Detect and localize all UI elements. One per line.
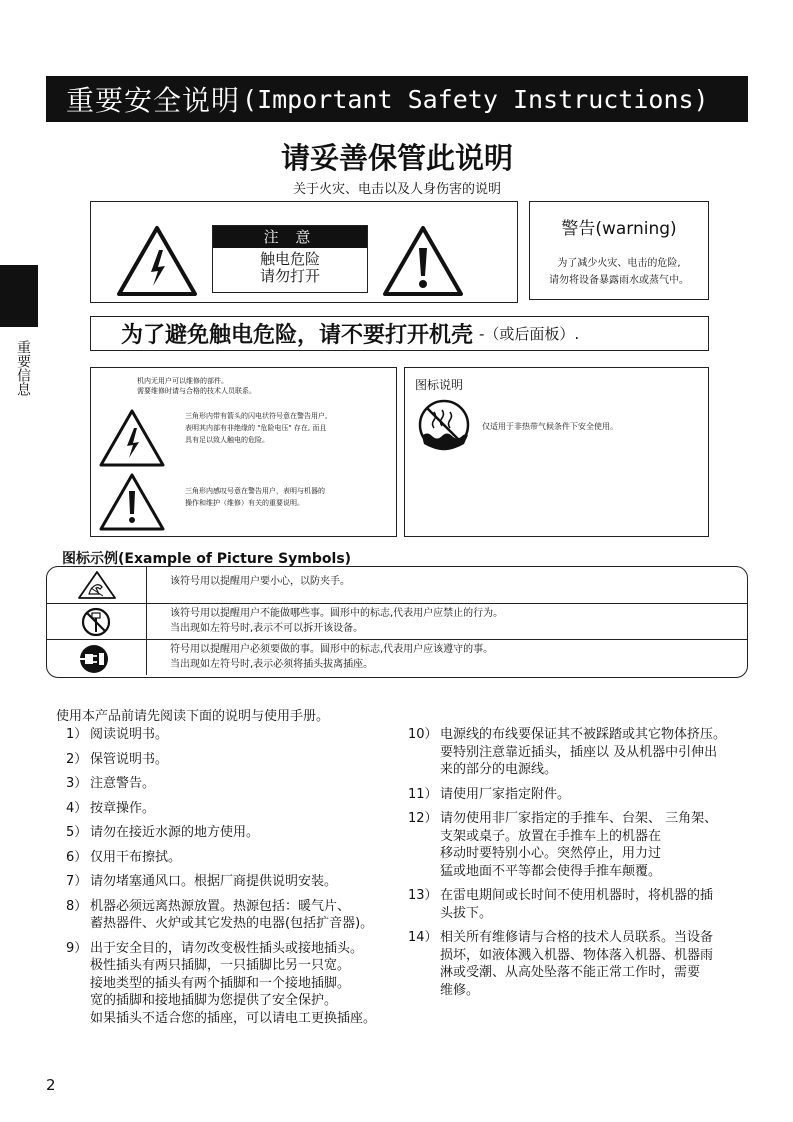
instructions-intro: 使用本产品前请先阅读下面的说明与使用手册。 xyxy=(56,709,330,724)
instruction-line: 接地类型的插头有两个插脚和一个接地插脚。 xyxy=(90,975,351,991)
exclaim-text-1: 三角形内感叹号意在警告用户，表明与机器的 xyxy=(185,487,325,495)
instruction-item xyxy=(408,929,746,999)
no-disassembly-icon xyxy=(79,606,113,638)
symbol-explanation-panel xyxy=(90,367,397,537)
example-text-2b: 当出现如左符号时,表示不可以拆开该设备。 xyxy=(170,623,364,634)
page-number: 2 xyxy=(46,1076,56,1094)
instruction-line: 要特别注意靠近插头，插座以 及从机器中引伸出 xyxy=(440,744,718,760)
lightning-warning-icon xyxy=(115,224,199,298)
instruction-line: 请勿使用非厂家指定的手推车、台架、 三角架、 xyxy=(440,811,718,826)
instruction-line: 在雷电期间或长时间不使用机器时，将机器的插 xyxy=(440,888,714,903)
example-row xyxy=(47,567,747,603)
instruction-item xyxy=(66,775,390,793)
instruction-number: 7） xyxy=(66,874,88,889)
instruction-line: 损坏，如液体溅入机器、物体落入机器、机器雨 xyxy=(440,947,714,963)
instruction-line: 如果插头不适合您的插座，可以请电工更换插座。 xyxy=(90,1010,377,1026)
instruction-number: 13） xyxy=(408,888,438,903)
instruction-item xyxy=(66,849,390,867)
instruction-line: 猛或地面不平等都会使得手推车颠覆。 xyxy=(440,863,662,879)
instruction-line: 请勿堵塞通风口。根据厂商提供说明安装。 xyxy=(90,874,338,889)
example-text-3a: 符号用以提醒用户必须要做的事。圆形中的标志,代表用户应该遵守的事。 xyxy=(170,644,494,655)
lightning-text-3: 具有足以致人触电的危险。 xyxy=(185,436,269,444)
caution-notice xyxy=(212,225,368,293)
instruction-item xyxy=(408,810,746,880)
example-row xyxy=(47,603,747,639)
instructions-list-left xyxy=(66,726,390,1034)
instruction-number: 6） xyxy=(66,849,88,865)
instruction-line: 淋或受潮、从高处坠落不能正常工作时，需要 xyxy=(440,965,701,980)
instruction-number: 8） xyxy=(66,898,88,914)
example-text-2a: 该符号用以提醒用户不能做哪些事。圆形中的标志,代表用户应禁止的行为。 xyxy=(170,608,504,619)
instructions-list-right xyxy=(408,726,746,1006)
instruction-line: 支架或桌子。放置在手推车上的机器在 xyxy=(440,828,662,844)
exclamation-warning-icon xyxy=(98,472,166,532)
info-intro-2: 需要维修时请与合格的技术人员联系。 xyxy=(137,387,256,395)
instruction-item xyxy=(408,726,746,779)
instruction-item xyxy=(66,751,390,769)
instruction-line: 极性插头有两只插脚，一只插脚比另一只宽。 xyxy=(90,958,351,973)
keep-instructions-title: 请妥善保管此说明 xyxy=(280,141,513,175)
instruction-line: 请使用厂家指定附件。 xyxy=(440,786,571,802)
instruction-number: 1） xyxy=(66,727,88,742)
caution-notice-head: 注 意 xyxy=(213,226,367,248)
instruction-number: 14） xyxy=(408,930,438,945)
instruction-line: 请勿在接近水源的地方使用。 xyxy=(90,825,260,840)
instruction-item xyxy=(408,887,746,922)
lightning-text-2: 表明其内部有非绝缘的 "危险电压" 存在, 而且 xyxy=(185,424,327,432)
instruction-item xyxy=(66,873,390,891)
hand-pinch-warning-icon xyxy=(77,570,117,600)
shock-warning-note: -（或后面板）. xyxy=(479,325,580,343)
exclamation-warning-icon xyxy=(381,224,465,298)
keep-instructions-subtitle: 关于火灾、电击以及人身伤害的说明 xyxy=(292,182,501,197)
instruction-item xyxy=(66,800,390,818)
instruction-number: 4） xyxy=(66,800,88,816)
instruction-number: 5） xyxy=(66,825,88,840)
instruction-number: 9） xyxy=(66,940,88,956)
instruction-item xyxy=(408,786,746,804)
warning-line-2: 请勿将设备暴露雨水或蒸气中。 xyxy=(549,275,689,286)
instruction-line: 宽的插脚和接地插脚为您提供了安全保护。 xyxy=(90,993,338,1008)
instruction-line: 机器必须远离热源放置。热源包括：暖气片、 xyxy=(90,898,351,914)
page-title-en: (Important Safety Instructions) xyxy=(242,84,709,114)
instruction-line: 保管说明书。 xyxy=(90,751,169,767)
instruction-number: 2） xyxy=(66,751,88,767)
example-row xyxy=(47,639,747,675)
instruction-line: 注意警告。 xyxy=(90,776,156,791)
lightning-warning-icon xyxy=(98,408,166,468)
instruction-line: 维修。 xyxy=(440,982,480,998)
exclaim-text-2: 操作和维护（维修）有关的重要说明。 xyxy=(185,499,304,507)
warning-title: 警告(warning) xyxy=(561,219,677,239)
examples-table xyxy=(46,566,748,678)
instruction-item xyxy=(66,940,390,1028)
caution-line-2: 请勿打开 xyxy=(259,267,320,285)
instruction-number: 11） xyxy=(408,786,438,802)
instruction-line: 电源线的布线要保证其不被踩踏或其它物体挤压。 xyxy=(440,727,727,742)
page-title-bar xyxy=(46,76,748,122)
example-text-3b: 当出现如左符号时,表示必须将插头拔离插座。 xyxy=(170,659,374,670)
unplug-mandatory-icon xyxy=(77,643,111,675)
icon-legend-panel xyxy=(404,367,709,537)
instruction-item xyxy=(66,726,390,744)
instruction-line: 按章操作。 xyxy=(90,800,156,816)
page-title-cn: 重要安全说明 xyxy=(66,84,241,117)
warning-line-1: 为了减少火灾、电击的危险, xyxy=(557,258,681,269)
icon-legend-title: 图标说明 xyxy=(415,378,464,392)
section-tab xyxy=(0,265,38,327)
instruction-line: 移动时要特别小心。突然停止，用力过 xyxy=(440,846,662,861)
warning-panel xyxy=(529,201,709,300)
instruction-line: 蓄热器件、火炉或其它发热的电器(包括扩音器)。 xyxy=(90,916,374,931)
instruction-number: 12） xyxy=(408,811,438,826)
lightning-text-1: 三角形内带有箭头的闪电状符号意在警告用户, xyxy=(185,412,328,420)
instruction-line: 来的部分的电源线。 xyxy=(440,762,558,777)
section-tab-label: 重要信息 xyxy=(15,340,31,396)
caution-line-1: 触电危险 xyxy=(259,250,320,268)
instruction-line: 阅读说明书。 xyxy=(90,727,169,742)
instruction-line: 出于安全目的，请勿改变极性插头或接地插头。 xyxy=(90,940,364,956)
example-text-1: 该符号用以提醒用户要小心，以防夹手。 xyxy=(170,576,350,587)
non-tropical-climate-icon xyxy=(416,398,472,452)
instruction-line: 相关所有维修请与合格的技术人员联系。当设备 xyxy=(440,930,714,945)
shock-warning-banner xyxy=(90,316,709,351)
instruction-number: 10） xyxy=(408,727,438,742)
instruction-line: 仅用干布擦拭。 xyxy=(90,849,182,865)
instruction-line: 头拔下。 xyxy=(440,905,493,921)
icon-legend-text: 仅适用于非热带气候条件下安全使用。 xyxy=(482,422,618,431)
instruction-item xyxy=(66,898,390,933)
instruction-number: 3） xyxy=(66,776,88,791)
instruction-item xyxy=(66,824,390,842)
examples-title: 图标示例(Example of Picture Symbols) xyxy=(62,551,352,567)
shock-warning-main: 为了避免触电危险，请不要打开机壳 xyxy=(121,323,474,348)
info-intro-1: 机内无用户可以维修的部件。 xyxy=(137,377,228,385)
